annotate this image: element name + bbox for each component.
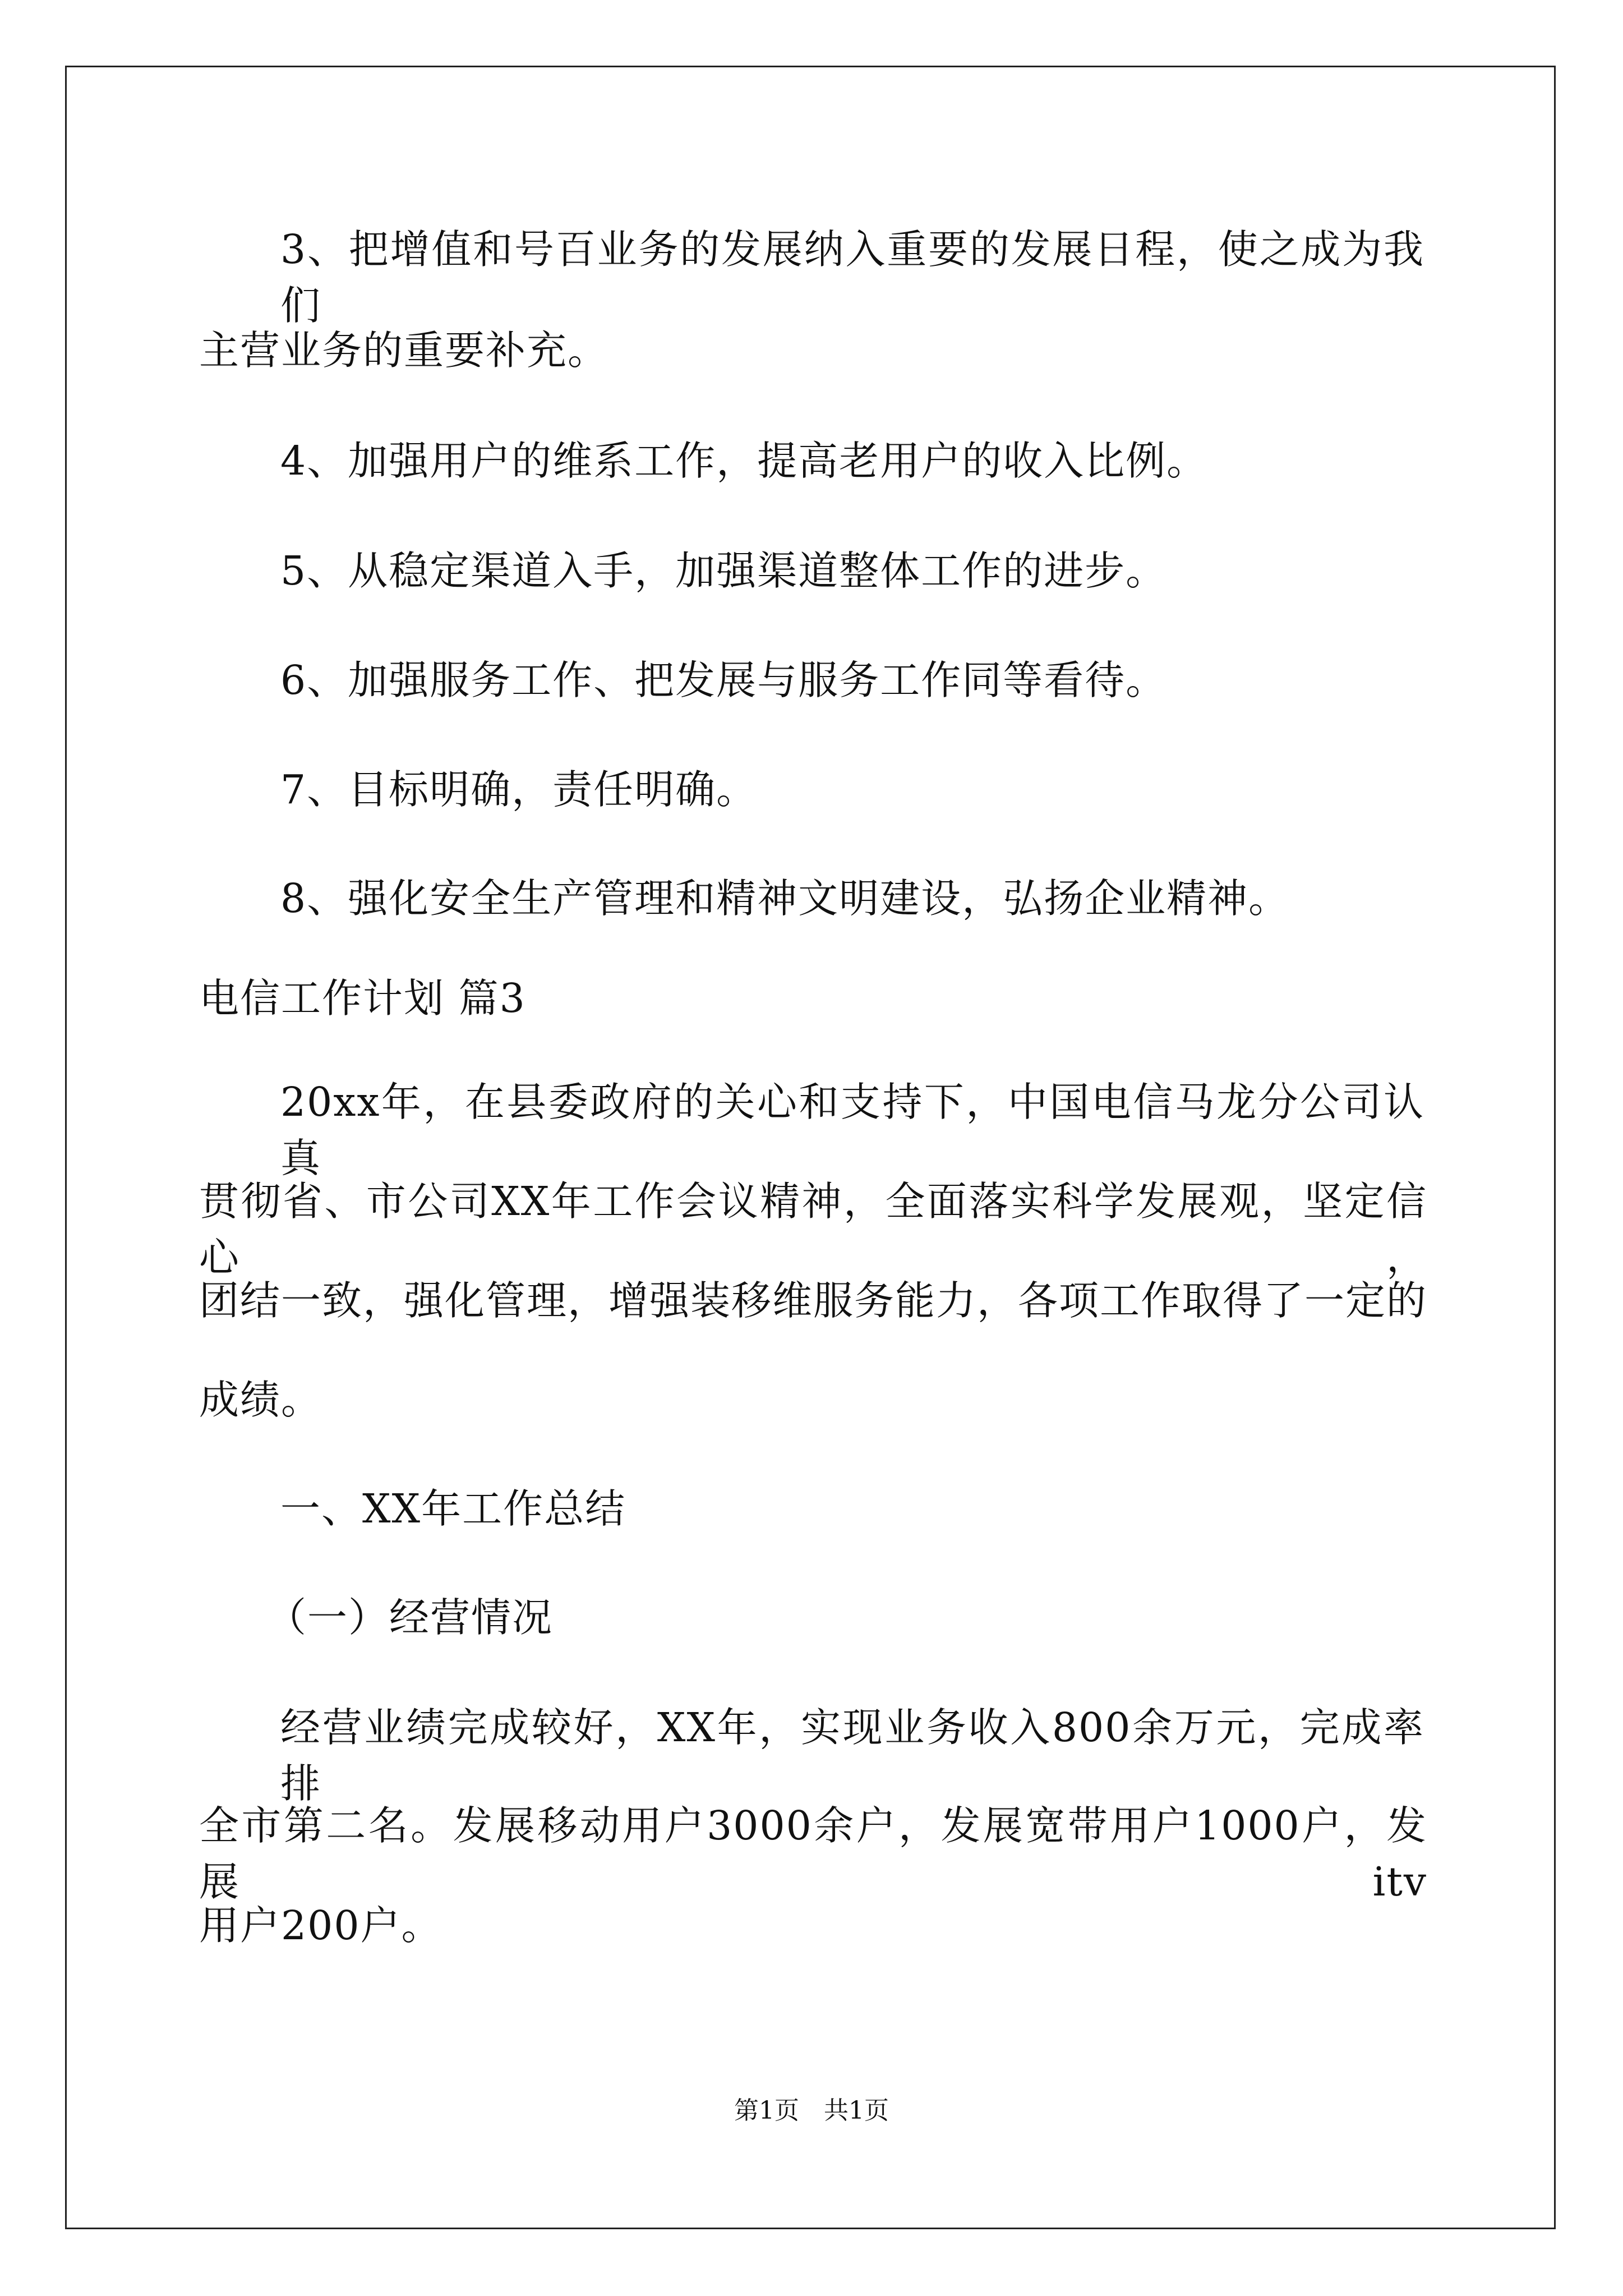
paragraph-line: 贯彻省、市公司XX年工作会议精神，全面落实科学发展观，坚定信心，: [199, 1178, 1427, 1281]
paragraph-line: 20xx年，在县委政府的关心和支持下，中国电信马龙分公司认真: [280, 1079, 1424, 1181]
subsection-heading: （一）经营情况: [266, 1594, 554, 1641]
page-number: 第1页 共1页: [734, 2096, 889, 2125]
section-heading: 电信工作计划 篇3: [199, 975, 526, 1022]
subsection-heading: 一、XX年工作总结: [280, 1485, 626, 1532]
paragraph-line: 用户200户。: [199, 1902, 442, 1949]
paragraph-line: 经营业绩完成较好，XX年，实现业务收入800余万元，完成率排: [280, 1704, 1424, 1807]
paragraph-line: 7、目标明确，责任明确。: [280, 766, 758, 813]
paragraph-line: 全市第二名。发展移动用户3000余户，发展宽带用户1000户，发展 itv: [199, 1802, 1427, 1905]
paragraph-line: 3、把增值和号百业务的发展纳入重要的发展日程，使之成为我们: [280, 226, 1424, 329]
paragraph-line: 4、加强用户的维系工作，提高老用户的收入比例。: [280, 438, 1208, 484]
paragraph-line: 8、强化安全生产管理和精神文明建设，弘扬企业精神。: [280, 875, 1290, 922]
paragraph-line: 成绩。: [199, 1377, 322, 1423]
paragraph-line: 5、从稳定渠道入手，加强渠道整体工作的进步。: [280, 547, 1167, 594]
paragraph-line: 主营业务的重要补充。: [199, 327, 609, 374]
paragraph-line: 6、加强服务工作、把发展与服务工作同等看待。: [280, 657, 1167, 703]
paragraph-line: 团结一致，强化管理，增强装移维服务能力，各项工作取得了一定的: [199, 1277, 1428, 1324]
